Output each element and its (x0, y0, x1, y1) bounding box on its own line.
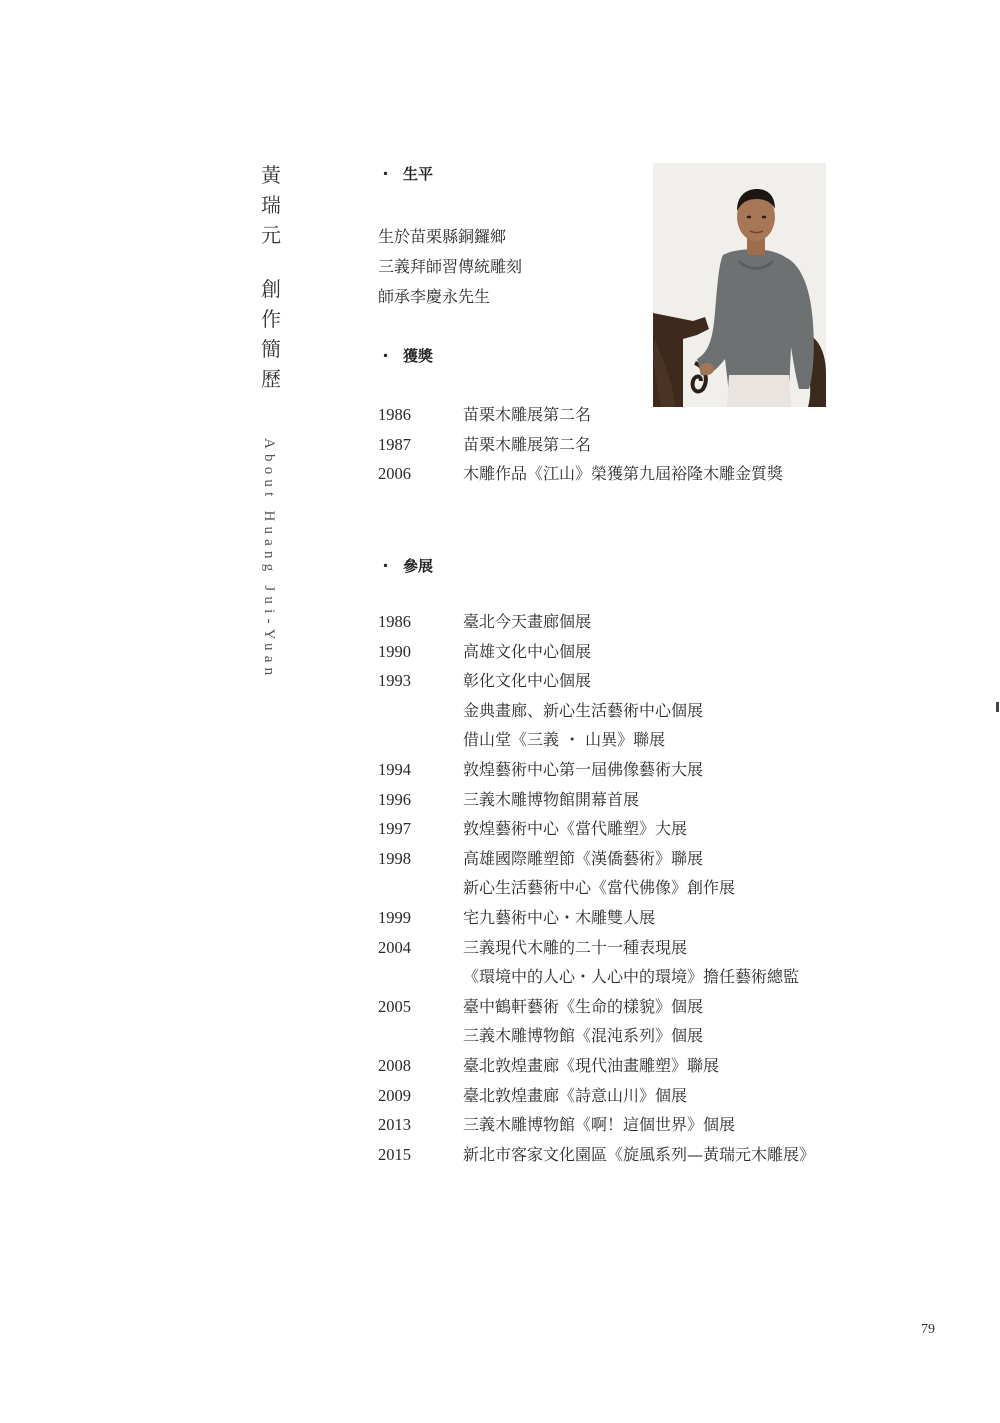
exhibition-text: 新心生活藝術中心《當代佛像》創作展 (463, 878, 736, 898)
year: 2009 (378, 1085, 411, 1105)
title-char: 黃 (261, 163, 281, 187)
section-heading-awards (378, 345, 433, 366)
award-text: 木雕作品《江山》榮獲第九屆裕隆木雕金質獎 (463, 464, 784, 484)
exhibition-text: 借山堂《三義 ・ 山異》聯展 (463, 730, 666, 750)
exhibition-text: 三義木雕博物館開幕首展 (463, 789, 640, 809)
heading-label: 參展 (403, 557, 434, 575)
year: 1996 (378, 789, 411, 809)
award-text: 苗栗木雕展第二名 (463, 434, 592, 454)
exhibition-text: 高雄國際雕塑節《漢僑藝術》聯展 (463, 848, 704, 868)
heading-label: 生平 (403, 165, 434, 183)
award-text: 苗栗木雕展第二名 (463, 405, 592, 424)
year: 2013 (378, 1115, 411, 1135)
year: 1987 (378, 434, 411, 454)
english-title: About Huang Jui-Yuan (261, 438, 277, 681)
title-char: 創 (261, 277, 281, 301)
title-char: 元 (261, 223, 281, 247)
year: 1999 (378, 907, 411, 927)
artist-portrait-photo (653, 163, 826, 407)
year: 1997 (378, 819, 411, 839)
title-char: 歷 (261, 367, 281, 391)
page-number: 79 (921, 1322, 935, 1337)
bio-line: 三義拜師習傳統雕刻 (378, 257, 523, 276)
exhibition-text: 三義木雕博物館《混沌系列》個展 (463, 1026, 704, 1046)
year: 1994 (378, 759, 411, 779)
year: 2015 (378, 1144, 411, 1164)
year: 2008 (378, 1055, 411, 1075)
section-heading-exhibitions (378, 555, 433, 576)
exhibition-text: 臺北敦煌畫廊《詩意山川》個展 (463, 1085, 688, 1105)
exhibition-text: 敦煌藝術中心《當代雕塑》大展 (463, 819, 688, 839)
bullet: ・ (378, 165, 394, 183)
exhibition-text: 三義木雕博物館《啊！這個世界》個展 (463, 1115, 736, 1135)
bullet: ・ (378, 557, 394, 575)
heading-label: 獲獎 (403, 347, 434, 365)
exhibition-text: 臺北敦煌畫廊《現代油畫雕塑》聯展 (463, 1055, 720, 1075)
title-char: 簡 (261, 337, 281, 361)
exhibition-text: 彰化文化中心個展 (463, 671, 592, 691)
exhibition-text: 敦煌藝術中心第一屆佛像藝術大展 (463, 759, 704, 779)
year: 2004 (378, 937, 411, 957)
year: 1993 (378, 671, 411, 691)
edge-mark (996, 702, 999, 712)
exhibition-text: 高雄文化中心個展 (463, 641, 592, 661)
bullet: ・ (378, 347, 394, 365)
year: 1986 (378, 405, 411, 424)
exhibition-text: 宅九藝術中心・木雕雙人展 (463, 907, 656, 927)
year: 2006 (378, 464, 411, 484)
vertical-title (258, 160, 284, 394)
title-char: 作 (261, 307, 281, 331)
year: 1998 (378, 848, 411, 868)
bio-line: 師承李慶永先生 (378, 287, 491, 306)
exhibition-text: 臺中鶴軒藝術《生命的樣貌》個展 (463, 996, 704, 1016)
bio-line: 生於苗栗縣銅鑼鄉 (378, 227, 507, 246)
exhibition-text: 金典畫廊、新心生活藝術中心個展 (463, 700, 704, 720)
bio-list (378, 222, 522, 312)
exhibition-text: 《環境中的人心・人心中的環境》擔任藝術總監 (463, 967, 800, 987)
year: 1986 (378, 612, 411, 631)
section-heading-bio (378, 163, 433, 184)
exhibition-text: 新北市客家文化園區《旋風系列—黃瑞元木雕展》 (463, 1144, 816, 1164)
exhibition-text: 臺北今天畫廊個展 (463, 612, 592, 631)
title-char: 瑞 (261, 193, 281, 217)
year: 2005 (378, 996, 411, 1016)
year: 1990 (378, 641, 411, 661)
exhibition-text: 三義現代木雕的二十一種表現展 (463, 937, 688, 957)
